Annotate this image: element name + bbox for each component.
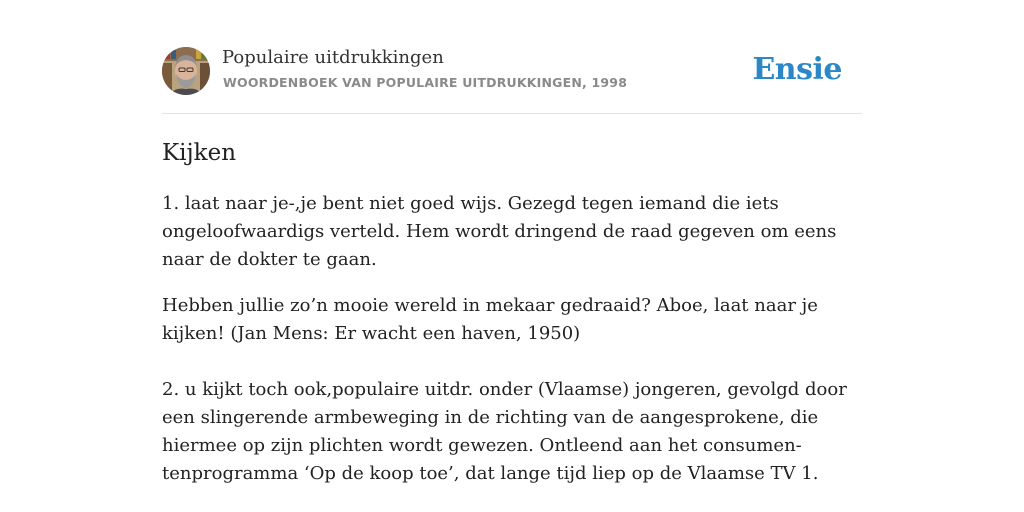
definition-paragraph: 1. laat naar je-,je bent niet goed wijs. Gezegd tegen iemand die iets ongeloofwaardigs verteld. Hem wordt dringend de raad gegeven om eens naar de dokter te gaan. <box>162 193 837 270</box>
source-subtitle: WOORDENBOEK VAN POPULAIRE UITDRUKKINGEN, 1998 <box>223 75 628 90</box>
page-title: Kijken <box>162 140 237 166</box>
author-portrait-icon <box>162 47 210 95</box>
header-divider <box>162 113 862 114</box>
definition-paragraph: 2. u kijkt toch ook,populaire uitdr. onder (Vlaamse) jongeren, gevolgd door een slingerende armbeweging in de richting van de aangesprokene, die hiermee op zijn plichten wordt gewezen. Ontleend aan het consumen-tenprogramma ‘Op de koop toe’, dat lange tijd liep op de Vlaamse TV 1. <box>162 379 847 484</box>
ensie-logo[interactable]: Ensie <box>752 52 842 87</box>
quote-paragraph: Hebben jullie zo’n mooie wereld in mekaar gedraaid? Aboe, laat naar je kijken! (Jan Mens: Er wacht een haven, 1950) <box>162 295 818 344</box>
source-header <box>162 47 862 95</box>
avatar[interactable] <box>162 47 210 95</box>
source-title[interactable]: Populaire uitdrukkingen <box>222 47 444 68</box>
entry-body <box>162 190 862 506</box>
